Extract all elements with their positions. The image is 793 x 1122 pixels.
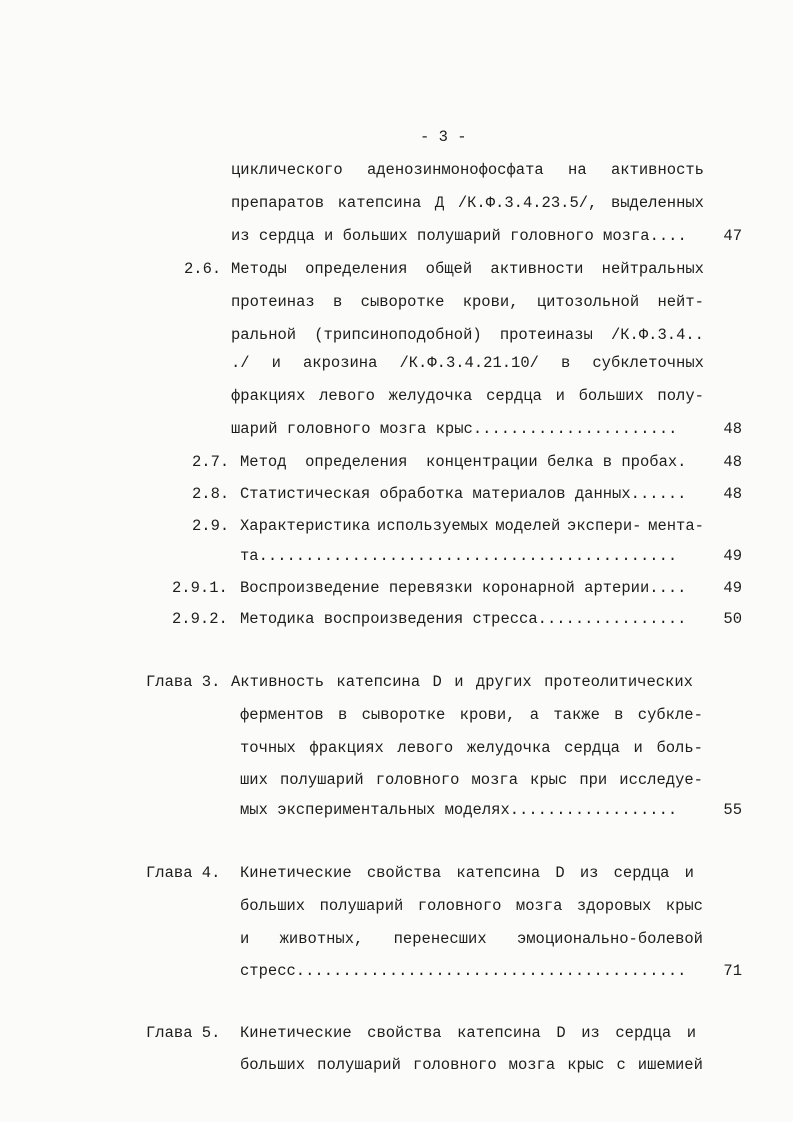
toc-page-2-5: 47	[723, 227, 742, 245]
word: Кинетические	[240, 1024, 352, 1042]
word: Методы	[231, 260, 287, 278]
word: ./	[231, 354, 250, 372]
word: больших	[578, 387, 644, 405]
word: полу-	[657, 387, 704, 405]
word: акрозина	[302, 354, 378, 372]
word: катепсина	[337, 194, 422, 212]
word: и	[686, 1024, 696, 1042]
toc-number-2-7: 2.7.	[192, 453, 230, 471]
word: субкле-	[637, 706, 703, 724]
word: исследуе-	[619, 771, 703, 789]
word: животных,	[279, 930, 364, 948]
word: при	[579, 771, 608, 789]
word: в	[614, 706, 624, 724]
word: свойства	[367, 1024, 442, 1042]
toc-page-2-6: 48	[723, 420, 742, 438]
word: сыворотке	[360, 293, 445, 311]
toc-entry-2-5-line-3: из сердца и больших полушарий головного мозга....	[231, 227, 687, 245]
word: из	[581, 1024, 600, 1042]
word: нейтральных	[601, 260, 704, 278]
toc-page-2-7: 48	[723, 453, 742, 471]
word: протеиназы	[499, 326, 593, 344]
word: мента-	[648, 517, 704, 535]
toc-chapter-4-line-3	[240, 929, 703, 949]
word: полушарий	[319, 897, 404, 915]
word: Кинетические	[240, 864, 352, 882]
word: (трипсиноподобной)	[314, 326, 482, 344]
word: крыс	[567, 1056, 605, 1074]
word: желудочка	[466, 739, 551, 757]
word: мозга	[508, 1056, 556, 1074]
word: и	[684, 864, 694, 882]
toc-entry-2-9-2: Методика воспроизведения стресса................	[240, 610, 687, 628]
word: левого	[397, 739, 454, 757]
word: перенесших	[393, 930, 487, 948]
word: головного	[412, 1056, 497, 1074]
word: активности	[490, 260, 584, 278]
word: протеолитических	[544, 673, 693, 691]
word: фракциях	[309, 739, 384, 757]
toc-chapter-3-line-1	[231, 672, 693, 692]
word: в	[333, 293, 343, 311]
word: и	[240, 930, 250, 948]
word: головного	[417, 897, 502, 915]
word: экспери-	[567, 517, 642, 535]
word: Характеристика	[240, 517, 371, 535]
toc-entry-2-6-line-3	[231, 325, 704, 345]
word: D	[556, 1024, 566, 1042]
word: с	[616, 1056, 626, 1074]
word: катепсина	[336, 673, 421, 691]
word: крыс	[665, 897, 703, 915]
word: полушарий	[317, 1056, 401, 1074]
toc-chapter-5-label: Глава 5.	[146, 1024, 221, 1042]
toc-page-2-9: 49	[723, 547, 742, 565]
word: /К.Ф.3.4.21.10/	[399, 354, 539, 372]
toc-entry-2-9-line-2: та.............................................	[240, 547, 678, 565]
word: а	[529, 706, 540, 724]
word: свойства	[366, 864, 442, 882]
word: активность	[610, 161, 704, 179]
word: больших	[240, 1056, 306, 1074]
word: общей	[425, 260, 473, 278]
word: выделенных	[610, 194, 704, 212]
toc-page-chapter-4: 71	[723, 962, 742, 980]
word: точных	[240, 739, 296, 757]
word: в	[338, 706, 348, 724]
word: желудочка	[388, 387, 473, 405]
word: сердца	[486, 387, 542, 405]
word: и	[271, 354, 281, 372]
word: нейт-	[657, 293, 704, 311]
toc-entry-2-6-line-2	[231, 292, 704, 312]
toc-page-2-8: 48	[723, 485, 742, 503]
toc-number-2-9-2: 2.9.2.	[172, 610, 228, 628]
word: и	[454, 673, 464, 691]
word: ральной	[231, 326, 297, 344]
toc-chapter-4-line-2	[240, 896, 703, 916]
word: других	[475, 673, 532, 691]
word: сердца	[613, 864, 670, 882]
toc-page-chapter-3: 55	[723, 801, 742, 819]
word: катепсина	[457, 1024, 541, 1042]
word: используемых	[376, 517, 489, 535]
toc-chapter-4-label: Глава 4.	[146, 864, 221, 882]
toc-chapter-3-line-2	[240, 705, 703, 725]
toc-entry-2-9-line-1	[240, 516, 704, 536]
toc-entry-2-6-line-1	[231, 259, 704, 279]
word: катепсина	[456, 864, 541, 882]
toc-chapter-3-line-5: мых экспериментальных моделях..................	[240, 801, 678, 819]
toc-entry-2-7: Метод определения концентрации белка в пробах.	[240, 453, 687, 471]
word: протеиназ	[231, 293, 315, 311]
word: /К.Ф.3.4..	[610, 326, 704, 344]
word: D	[555, 864, 565, 882]
word: полушарий	[279, 771, 364, 789]
toc-entry-2-5-line-2	[231, 193, 704, 213]
toc-chapter-3-label: Глава 3.	[146, 673, 221, 691]
word: крыс	[530, 771, 568, 789]
toc-chapter-4-line-4: стресс..........................................	[240, 962, 687, 980]
toc-page-2-9-1: 49	[723, 579, 742, 597]
word: D	[432, 673, 442, 691]
word: мозга	[515, 897, 563, 915]
toc-chapter-4-line-1	[240, 863, 694, 883]
word: в	[561, 354, 571, 372]
toc-chapter-3-line-3	[240, 738, 703, 758]
word: крови,	[459, 706, 516, 724]
word: сердца	[564, 739, 620, 757]
toc-entry-2-6-line-4	[231, 353, 704, 373]
toc-number-2-8: 2.8.	[192, 485, 230, 503]
toc-entry-2-9-1: Воспроизведение перевязки коронарной артерии....	[240, 579, 687, 597]
word: препаратов	[231, 194, 325, 212]
word: Д	[434, 194, 445, 212]
word: и	[633, 739, 643, 757]
word: эмоционально-болевой	[516, 930, 703, 948]
word: и	[555, 387, 565, 405]
word: крови,	[462, 293, 519, 311]
toc-number-2-9: 2.9.	[192, 517, 230, 535]
word: сыворотке	[361, 706, 446, 724]
word: сердца	[615, 1024, 672, 1042]
word: также	[553, 706, 600, 724]
word: циклического	[231, 161, 343, 179]
toc-number-2-9-1: 2.9.1.	[172, 579, 228, 597]
toc-chapter-5-line-2	[240, 1055, 703, 1075]
toc-entry-2-8: Статистическая обработка материалов данных......	[240, 485, 687, 503]
word: ферментов	[240, 706, 324, 724]
word: аденозинмонофосфата	[366, 161, 544, 179]
word: больших	[240, 897, 306, 915]
word: левого	[319, 387, 375, 405]
word: на	[568, 161, 587, 179]
toc-chapter-5-line-1	[240, 1023, 696, 1043]
word: моделей	[495, 517, 561, 535]
word: ших	[240, 771, 268, 789]
word: /К.Ф.3.4.23.5/,	[457, 194, 598, 212]
toc-entry-2-6-line-6: шарий головного мозга крыс......................	[231, 420, 678, 438]
page-number: - 3 -	[420, 128, 467, 146]
word: ишемией	[637, 1056, 703, 1074]
word: определения	[305, 260, 408, 278]
toc-entry-2-5-line-1	[231, 160, 704, 180]
toc-chapter-3-line-4	[240, 770, 703, 790]
toc-number-2-6: 2.6.	[184, 260, 222, 278]
word: из	[579, 864, 599, 882]
toc-entry-2-6-line-5	[231, 386, 704, 406]
toc-page-2-9-2: 50	[723, 610, 742, 628]
word: Активность	[231, 673, 325, 691]
word: субклеточных	[592, 354, 704, 372]
word: цитозольной	[536, 293, 640, 311]
word: головного	[375, 771, 460, 789]
word: фракциях	[231, 387, 306, 405]
word: здоровых	[576, 897, 652, 915]
word: мозга	[471, 771, 518, 789]
word: боль-	[656, 739, 703, 757]
